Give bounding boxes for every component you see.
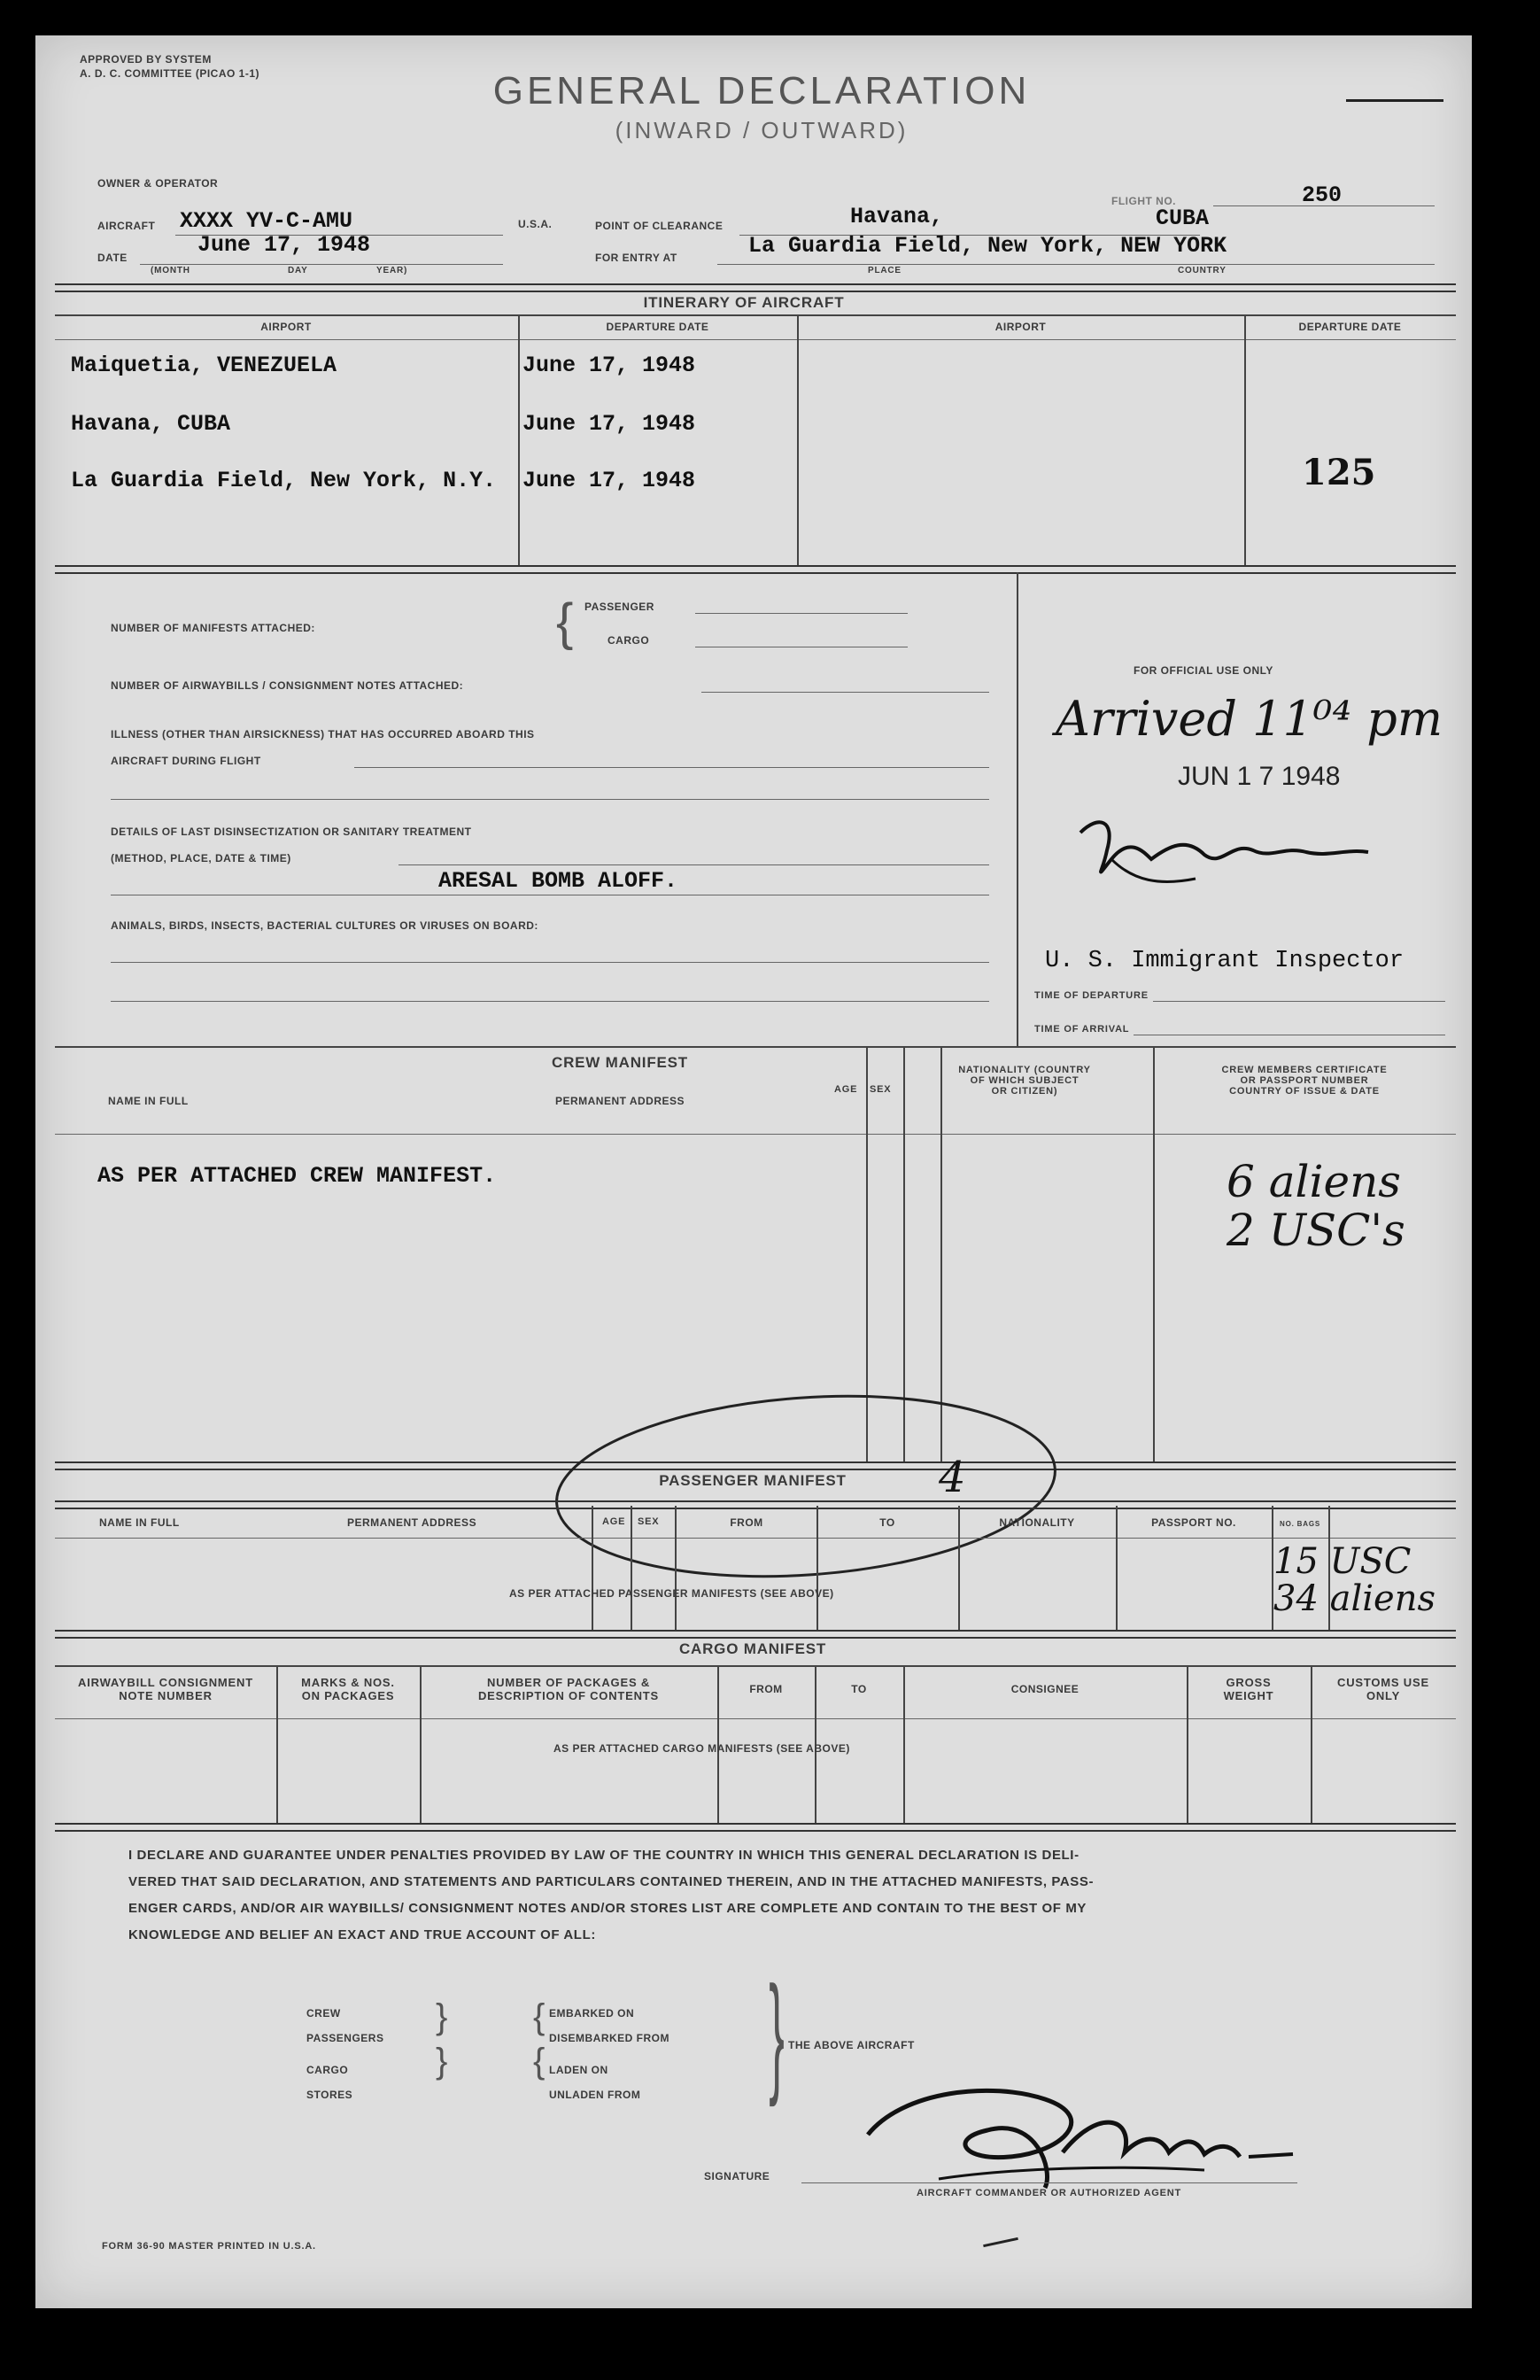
cargo-col-weight (1187, 1676, 1311, 1702)
approved-stamp-line2: A. D. C. COMMITTEE (PICAO 1-1) (80, 67, 260, 80)
cargo-label: CARGO (607, 634, 650, 647)
declaration-embarked: EMBARKED ON (549, 2007, 635, 2020)
cargo-col-consignee: CONSIGNEE (1010, 1683, 1080, 1695)
crew-col-certificate-line3: COUNTRY OF ISSUE & DATE (1229, 1086, 1380, 1097)
cargo-col-to: TO (851, 1683, 867, 1695)
declaration-cargo: CARGO (306, 2064, 349, 2076)
itinerary-col-departure: DEPARTURE DATE (606, 321, 709, 333)
declaration-crew: CREW (306, 2007, 341, 2020)
cargo-note: AS PER ATTACHED CARGO MANIFESTS (SEE ABOVE) (553, 1742, 850, 1755)
crew-col-name: NAME IN FULL (108, 1095, 189, 1107)
passenger-col-sex: SEX (638, 1516, 660, 1527)
for-entry-value: La Guardia Field, New York, NEW YORK (748, 233, 1227, 259)
itinerary-date-3: June 17, 1948 (522, 468, 696, 493)
crew-col-certificate-line1: CREW MEMBERS CERTIFICATE (1221, 1065, 1388, 1075)
cargo-col-customs (1311, 1676, 1456, 1702)
arrival-date-stamp: JUN 1 7 1948 (1178, 762, 1341, 791)
owner-operator-label: OWNER & OPERATOR (97, 177, 219, 190)
crew-handwritten-line1: 6 aliens (1227, 1156, 1401, 1207)
passenger-handwritten-line2: 34 aliens (1273, 1578, 1436, 1619)
point-of-clearance-value: Havana, (850, 204, 944, 229)
crew-col-nationality (896, 1065, 1153, 1097)
cargo-col-marks (276, 1676, 420, 1702)
cargo-col-weight-line2: WEIGHT (1223, 1689, 1274, 1702)
animals-label: ANIMALS, BIRDS, INSECTS, BACTERIAL CULTURES OR VIRUSES ON BOARD: (111, 919, 538, 932)
date-value: June 17, 1948 (197, 232, 371, 258)
crew-handwritten-line2: 2 USC's (1227, 1205, 1405, 1256)
flight-no-value: 250 (1302, 182, 1343, 208)
declaration-brace-mid: { { (533, 1997, 546, 2081)
inspector-signature (1063, 797, 1381, 895)
time-departure-label: TIME OF DEPARTURE (1034, 990, 1149, 1001)
form-subtitle: (INWARD / OUTWARD) (615, 117, 909, 143)
illness-label-line1: ILLNESS (OTHER THAN AIRSICKNESS) THAT HAS OCCURRED ABOARD THIS (111, 728, 535, 740)
itinerary-right-number: 125 (1302, 452, 1376, 493)
crew-col-sex: SEX (870, 1084, 892, 1095)
passenger-col-from: FROM (730, 1516, 763, 1529)
declaration-above-aircraft: THE ABOVE AIRCRAFT (788, 2039, 915, 2051)
passenger-col-nationality: NATIONALITY (999, 1516, 1075, 1529)
declaration-passengers: PASSENGERS (306, 2032, 384, 2044)
cargo-col-marks-line2: ON PACKAGES (301, 1689, 395, 1702)
for-entry-label: FOR ENTRY AT (595, 252, 677, 264)
declaration-line2: VERED THAT SAID DECLARATION, AND STATEMENTS AND PARTICULARS CONTAINED THEREIN, AND IN THE ATTACHED MANIFESTS, PASS- (128, 1874, 1095, 1889)
inspector-title: U. S. Immigrant Inspector (1045, 948, 1405, 974)
passenger-note: AS PER ATTACHED PASSENGER MANIFESTS (SEE ABOVE) (509, 1587, 834, 1600)
passenger-handwritten-line1: 15 USC (1273, 1541, 1412, 1582)
passenger-col-to: TO (879, 1516, 895, 1529)
approved-stamp-line1: APPROVED BY SYSTEM (80, 53, 212, 66)
time-arrival-label: TIME OF ARRIVAL (1034, 1024, 1130, 1035)
crew-col-certificate-line2: OR PASSPORT NUMBER (1240, 1075, 1369, 1086)
date-day-caption: DAY (288, 266, 308, 275)
disinsect-label-line2: (METHOD, PLACE, DATE & TIME) (111, 852, 291, 864)
signature-label: SIGNATURE (704, 2170, 770, 2182)
passenger-col-name: NAME IN FULL (99, 1516, 180, 1529)
cargo-col-airwaybill-line2: NOTE NUMBER (119, 1689, 213, 1702)
form-number-footer: FORM 36-90 MASTER PRINTED IN U.S.A. (102, 2241, 316, 2252)
manifests-attached-label: NUMBER OF MANIFESTS ATTACHED: (111, 622, 315, 634)
aircraft-label: AIRCRAFT (97, 220, 156, 232)
cargo-col-customs-line2: ONLY (1366, 1689, 1401, 1702)
declaration-brace-left: } } (436, 1997, 448, 2081)
crew-col-nationality-line3: OR CITIZEN) (991, 1086, 1058, 1097)
passenger-col-age: AGE (602, 1516, 626, 1527)
cargo-manifest-title: CARGO MANIFEST (678, 1640, 827, 1657)
illness-label-line2: AIRCRAFT DURING FLIGHT (111, 755, 261, 767)
disinsect-value: ARESAL BOMB ALOFF. (438, 868, 678, 894)
itinerary-airport-2: Havana, CUBA (71, 411, 231, 437)
arrived-handwritten-note: Arrived 11⁰⁴ pm (1056, 691, 1443, 747)
manifests-brace: { (556, 593, 574, 651)
date-month-caption: (MONTH (151, 266, 190, 275)
cargo-col-customs-line1: CUSTOMS USE (1337, 1676, 1429, 1689)
passenger-col-bags: NO. BAGS (1280, 1520, 1320, 1528)
official-use-label: FOR OFFICIAL USE ONLY (1134, 664, 1273, 677)
crew-col-age: AGE (834, 1084, 858, 1095)
passenger-label: PASSENGER (584, 601, 654, 613)
passenger-col-passport: PASSPORT NO. (1151, 1516, 1236, 1529)
declaration-disembarked: DISEMBARKED FROM (549, 2032, 669, 2044)
point-of-clearance-label: POINT OF CLEARANCE (595, 220, 724, 232)
cargo-col-packages (420, 1676, 717, 1702)
date-year-caption: YEAR) (376, 266, 408, 275)
cargo-col-packages-line1: NUMBER OF PACKAGES & (486, 1676, 651, 1689)
aircraft-value: XXXX YV-C-AMU (180, 208, 353, 234)
declaration-line3: ENGER CARDS, AND/OR AIR WAYBILLS/ CONSIGNMENT NOTES AND/OR STORES LIST ARE COMPLETE AND CONTAIN TO THE BEST OF MY (128, 1901, 1087, 1916)
declaration-line4: KNOWLEDGE AND BELIEF AN EXACT AND TRUE ACCOUNT OF ALL: (128, 1927, 596, 1942)
cargo-col-from: FROM (749, 1683, 783, 1695)
cargo-col-airwaybill (55, 1676, 276, 1702)
signer-caption: AIRCRAFT COMMANDER OR AUTHORIZED AGENT (917, 2188, 1182, 2198)
cargo-col-airwaybill-line1: AIRWAYBILL CONSIGNMENT (78, 1676, 253, 1689)
passenger-col-address: PERMANENT ADDRESS (347, 1516, 477, 1529)
cargo-col-packages-line2: DESCRIPTION OF CONTENTS (477, 1689, 660, 1702)
itinerary-date-1: June 17, 1948 (522, 353, 696, 378)
crew-col-nationality-line1: NATIONALITY (COUNTRY (958, 1065, 1091, 1075)
declaration-laden: LADEN ON (549, 2064, 608, 2076)
passenger-handwritten-number: 4 (939, 1453, 966, 1502)
form-title: GENERAL DECLARATION (492, 69, 1031, 112)
itinerary-col-airport: AIRPORT (260, 321, 312, 333)
handwritten-oval (549, 1382, 1063, 1585)
declaration-stores: STORES (306, 2089, 353, 2101)
declaration-brace-right: } (769, 1958, 785, 2107)
itinerary-col-airport-2: AIRPORT (994, 321, 1047, 333)
place-caption: PLACE (868, 266, 902, 275)
usa-label: U.S.A. (518, 218, 553, 230)
country-caption: COUNTRY (1178, 266, 1227, 275)
itinerary-title: ITINERARY OF AIRCRAFT (643, 294, 845, 311)
date-label: DATE (97, 252, 128, 264)
cargo-col-marks-line1: MARKS & NOS. (301, 1676, 395, 1689)
itinerary-date-2: June 17, 1948 (522, 411, 696, 437)
point-of-clearance-country: CUBA (1156, 205, 1210, 231)
cargo-col-weight-line1: GROSS (1226, 1676, 1272, 1689)
passenger-manifest-title: PASSENGER MANIFEST (659, 1472, 847, 1489)
header-mark (1346, 99, 1443, 102)
flight-no-label: FLIGHT NO. (1111, 195, 1176, 207)
crew-col-address: PERMANENT ADDRESS (554, 1095, 685, 1107)
crew-manifest-title: CREW MANIFEST (552, 1054, 688, 1071)
itinerary-col-departure-2: DEPARTURE DATE (1298, 321, 1402, 333)
crew-note: AS PER ATTACHED CREW MANIFEST. (97, 1163, 497, 1189)
itinerary-airport-3: La Guardia Field, New York, N.Y. (71, 468, 497, 493)
declaration-unladen: UNLADEN FROM (549, 2089, 641, 2101)
airwaybills-label: NUMBER OF AIRWAYBILLS / CONSIGNMENT NOTES ATTACHED: (111, 679, 464, 692)
general-declaration-form (35, 35, 1472, 2308)
declaration-line1: I DECLARE AND GUARANTEE UNDER PENALTIES PROVIDED BY LAW OF THE COUNTRY IN WHICH THIS GENERAL DECLARATION IS DELI- (128, 1848, 1080, 1863)
crew-col-nationality-line2: OF WHICH SUBJECT (970, 1075, 1080, 1086)
disinsect-label-line1: DETAILS OF LAST DISINSECTIZATION OR SANITARY TREATMENT (111, 826, 472, 838)
itinerary-airport-1: Maiquetia, VENEZUELA (71, 353, 337, 378)
crew-col-certificate (1153, 1065, 1456, 1097)
